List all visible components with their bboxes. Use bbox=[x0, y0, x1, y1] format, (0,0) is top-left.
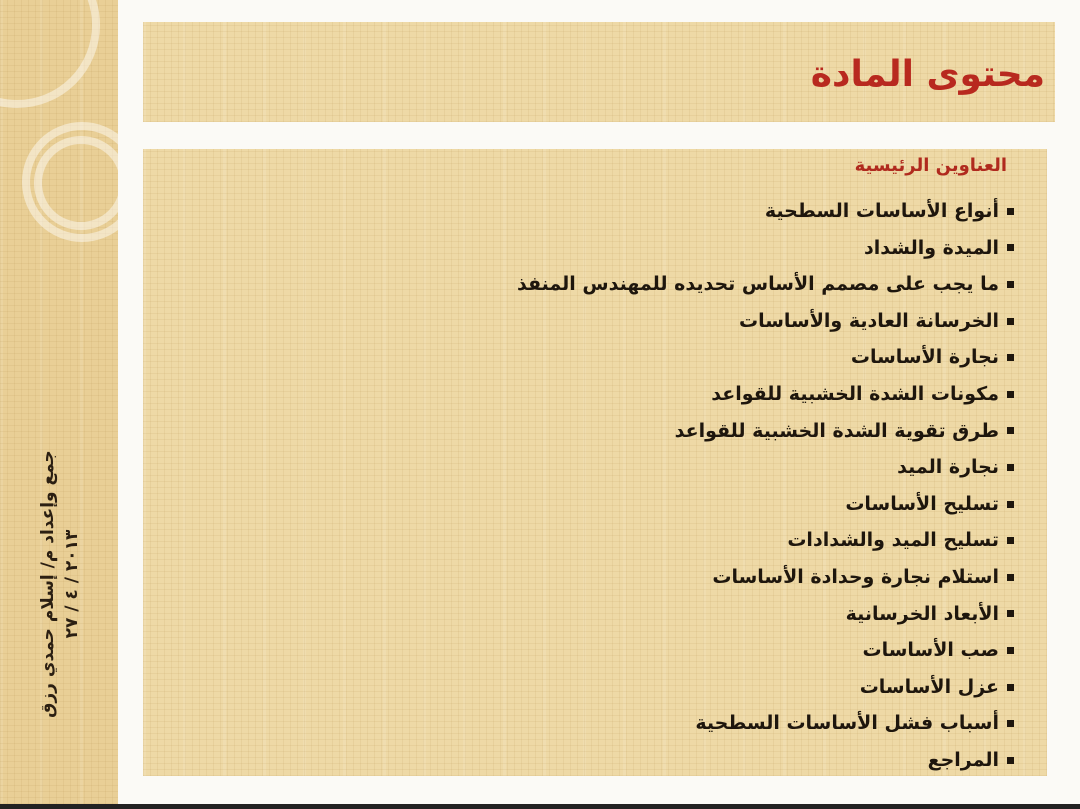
list-item-label: تسليح الميد والشدادات bbox=[787, 529, 999, 552]
list-item bbox=[517, 669, 1014, 706]
list-item bbox=[517, 266, 1014, 303]
list-item-label: الميدة والشداد bbox=[864, 236, 999, 259]
list-item bbox=[517, 559, 1014, 596]
section-heading: العناوين الرئيسية bbox=[854, 155, 1007, 176]
square-bullet-icon bbox=[1007, 427, 1014, 434]
list-item-label: تسليح الأساسات bbox=[845, 492, 999, 515]
content-panel bbox=[143, 149, 1047, 776]
square-bullet-icon bbox=[1007, 318, 1014, 325]
list-item bbox=[517, 376, 1014, 413]
list-item-label: الأبعاد الخرسانية bbox=[845, 602, 999, 625]
author-credit bbox=[36, 384, 84, 784]
square-bullet-icon bbox=[1007, 244, 1014, 251]
square-bullet-icon bbox=[1007, 610, 1014, 617]
list-item-label: المراجع bbox=[927, 748, 999, 771]
page-title: محتوى المادة bbox=[810, 54, 1045, 95]
list-item bbox=[517, 632, 1014, 669]
list-item-label: نجارة الأساسات bbox=[850, 346, 999, 369]
list-item bbox=[517, 413, 1014, 450]
list-item-label: مكونات الشدة الخشبية للقواعد bbox=[711, 382, 999, 405]
list-item bbox=[517, 486, 1014, 523]
list-item bbox=[517, 230, 1014, 267]
list-item-label: استلام نجارة وحدادة الأساسات bbox=[712, 565, 999, 588]
topic-list bbox=[517, 193, 1014, 779]
decorative-ring-icon bbox=[34, 136, 118, 230]
list-item-label: الخرسانة العادية والأساسات bbox=[739, 309, 999, 332]
list-item-label: نجارة الميد bbox=[897, 456, 999, 479]
list-item-label: عزل الأساسات bbox=[859, 675, 999, 698]
list-item-label: أنواع الأساسات السطحية bbox=[764, 200, 999, 222]
square-bullet-icon bbox=[1007, 684, 1014, 691]
side-bar bbox=[0, 0, 118, 804]
list-item-label: أسباب فشل الأساسات السطحية bbox=[695, 712, 999, 735]
square-bullet-icon bbox=[1007, 208, 1014, 215]
square-bullet-icon bbox=[1007, 281, 1014, 288]
list-item-label: طرق تقوية الشدة الخشبية للقواعد bbox=[674, 419, 999, 442]
square-bullet-icon bbox=[1007, 720, 1014, 727]
title-panel bbox=[143, 22, 1055, 122]
square-bullet-icon bbox=[1007, 391, 1014, 398]
bottom-divider bbox=[0, 804, 1080, 809]
list-item bbox=[517, 193, 1014, 230]
list-item bbox=[517, 449, 1014, 486]
decorative-ring-icon bbox=[0, 0, 100, 108]
list-item bbox=[517, 596, 1014, 633]
list-item bbox=[517, 339, 1014, 376]
list-item-label: ما يجب على مصمم الأساس تحديده للمهندس المنفذ bbox=[517, 273, 999, 296]
list-item bbox=[517, 522, 1014, 559]
list-item bbox=[517, 742, 1014, 779]
list-item bbox=[517, 303, 1014, 340]
square-bullet-icon bbox=[1007, 354, 1014, 361]
square-bullet-icon bbox=[1007, 501, 1014, 508]
square-bullet-icon bbox=[1007, 464, 1014, 471]
square-bullet-icon bbox=[1007, 537, 1014, 544]
list-item-label: صب الأساسات bbox=[862, 639, 999, 662]
square-bullet-icon bbox=[1007, 757, 1014, 764]
square-bullet-icon bbox=[1007, 647, 1014, 654]
author-credit-date: ٢٠١٣ / ٤ / ٢٧ bbox=[62, 529, 82, 639]
list-item bbox=[517, 705, 1014, 742]
author-credit-name: جمع وإعداد م/ إسلام حمدي رزق bbox=[38, 450, 58, 718]
square-bullet-icon bbox=[1007, 574, 1014, 581]
